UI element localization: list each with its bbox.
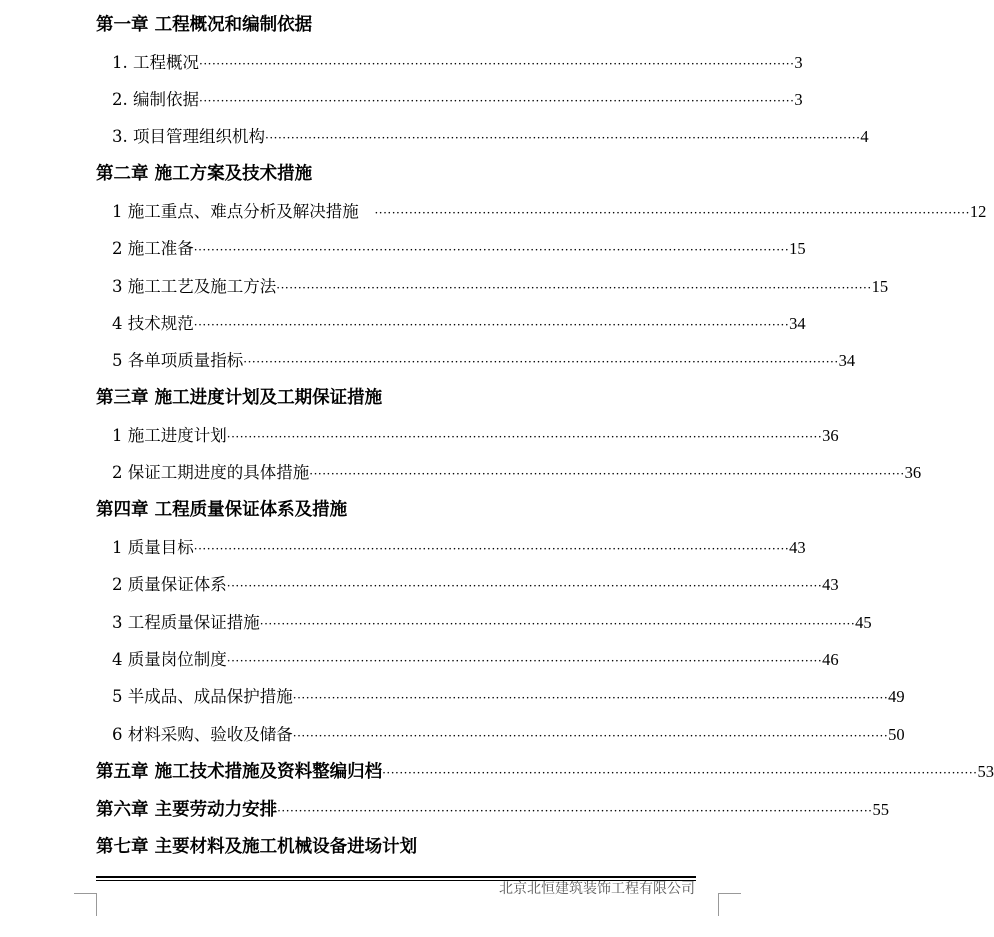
toc-entry-page: 36 [904, 463, 922, 482]
toc-entry-label: 1 质量目标 [112, 538, 194, 557]
toc-entry-page: 15 [789, 239, 806, 258]
leader-dots: ·········································································································································· [193, 243, 790, 257]
leader-dots: ·········································································································································· [292, 729, 889, 743]
leader-dots: ·········································································································································· [226, 430, 823, 444]
chapter-6-heading: 第六章 主要劳动力安排 [96, 800, 278, 820]
toc-entry[interactable] [112, 574, 839, 597]
chapter-2-heading: 第二章 施工方案及技术措施 [96, 164, 313, 184]
toc-entry-page: 3 [794, 53, 803, 72]
leader-dots: ·········································································································································· [243, 355, 839, 369]
chapter-1-heading: 第一章 工程概况和编制依据 [96, 15, 313, 35]
toc-entry[interactable] [112, 724, 905, 747]
toc-entry-label: 1 施工重点、难点分析及解决措施 [112, 202, 375, 221]
chapter-3-heading: 第三章 施工进度计划及工期保证措施 [96, 388, 383, 408]
footer-company: 北京北恒建筑装饰工程有限公司 [499, 881, 695, 897]
toc-entry-page: 50 [888, 725, 905, 744]
leader-dots: ·········································································································································· [259, 617, 856, 631]
toc-entry-page: 46 [822, 650, 839, 669]
toc-entry[interactable] [112, 350, 856, 373]
leader-dots: ·········································································································································· [382, 766, 978, 780]
page-corner-mark-right [718, 893, 741, 916]
toc-entry-page: 34 [838, 351, 856, 370]
chapter-6-page: 55 [872, 800, 889, 819]
toc-entry[interactable] [112, 425, 839, 448]
toc-entry-page: 36 [822, 426, 839, 445]
leader-dots: ·········································································································································· [276, 281, 872, 295]
leader-dots: ·········································································································································· [199, 57, 795, 71]
toc-entry-page: 49 [888, 687, 905, 706]
toc-entry-label: 3. 项目管理组织机构 [112, 127, 265, 146]
chapter-7-heading: 第七章 主要材料及施工机械设备进场计划 [96, 837, 418, 857]
leader-dots: ·········································································································································· [292, 691, 889, 705]
toc-entry[interactable] [112, 238, 806, 261]
toc-entry-page: 3 [794, 90, 803, 109]
toc-entry-label: 3 工程质量保证措施 [112, 613, 260, 632]
leader-dots: ·········································································································································· [226, 579, 823, 593]
toc-entry-label: 4 质量岗位制度 [112, 650, 227, 669]
toc-entry-label: 1 施工进度计划 [112, 426, 227, 445]
toc-entry-page: 45 [855, 613, 872, 632]
leader-dots: ·········································································································································· [226, 654, 823, 668]
toc-entry-label: 2 保证工期进度的具体措施 [112, 463, 310, 482]
toc-entry[interactable] [112, 313, 806, 336]
toc-entry[interactable] [112, 276, 889, 299]
toc-entry-label: 5 半成品、成品保护措施 [112, 687, 293, 706]
toc-entry-page: 43 [822, 575, 839, 594]
toc-entry-page: 15 [871, 277, 889, 296]
chapter-5-heading: 第五章 施工技术措施及资料整编归档 [96, 762, 383, 782]
toc-entry-label: 4 技术规范 [112, 314, 194, 333]
toc-entry-label: 2. 编制依据 [112, 90, 199, 109]
toc-entry-page: 12 [969, 202, 987, 221]
toc-entry-label: 5 各单项质量指标 [112, 351, 244, 370]
toc-entry[interactable] [112, 462, 922, 485]
toc-entry[interactable] [112, 649, 839, 672]
toc-entry-label: 6 材料采购、验收及储备 [112, 725, 293, 744]
leader-dots: ·········································································································································· [309, 467, 905, 481]
leader-dots: ·········································································································································· [199, 94, 795, 108]
toc-entry-label: 2 施工准备 [112, 239, 194, 258]
toc-entry-page: 4 [860, 127, 869, 146]
chapter-6-entry[interactable] [96, 799, 889, 822]
leader-dots: ·········································································································································· [193, 318, 790, 332]
leader-dots: ·········································································································································· [193, 542, 790, 556]
chapter-5-entry[interactable] [96, 761, 994, 784]
toc-entry-label: 1. 工程概况 [112, 53, 199, 72]
toc-entry[interactable] [112, 201, 987, 224]
toc-entry[interactable] [112, 52, 803, 75]
toc-entry[interactable] [112, 612, 872, 635]
chapter-4-heading: 第四章 工程质量保证体系及措施 [96, 500, 348, 520]
toc-entry-page: 34 [789, 314, 806, 333]
toc-entry-label: 2 质量保证体系 [112, 575, 227, 594]
chapter-5-page: 53 [977, 762, 994, 781]
page-corner-mark-left [74, 893, 97, 916]
leader-dots: ·········································································································································· [265, 131, 861, 145]
toc-entry[interactable] [112, 686, 905, 709]
leader-dots: ·········································································································································· [374, 206, 970, 220]
toc-entry-label: 3 施工工艺及施工方法 [112, 277, 277, 296]
leader-dots: ·········································································································································· [277, 804, 873, 818]
toc-entry-page: 43 [789, 538, 806, 557]
toc-entry[interactable] [112, 89, 803, 112]
toc-entry[interactable] [112, 126, 869, 149]
toc-entry[interactable] [112, 537, 806, 560]
